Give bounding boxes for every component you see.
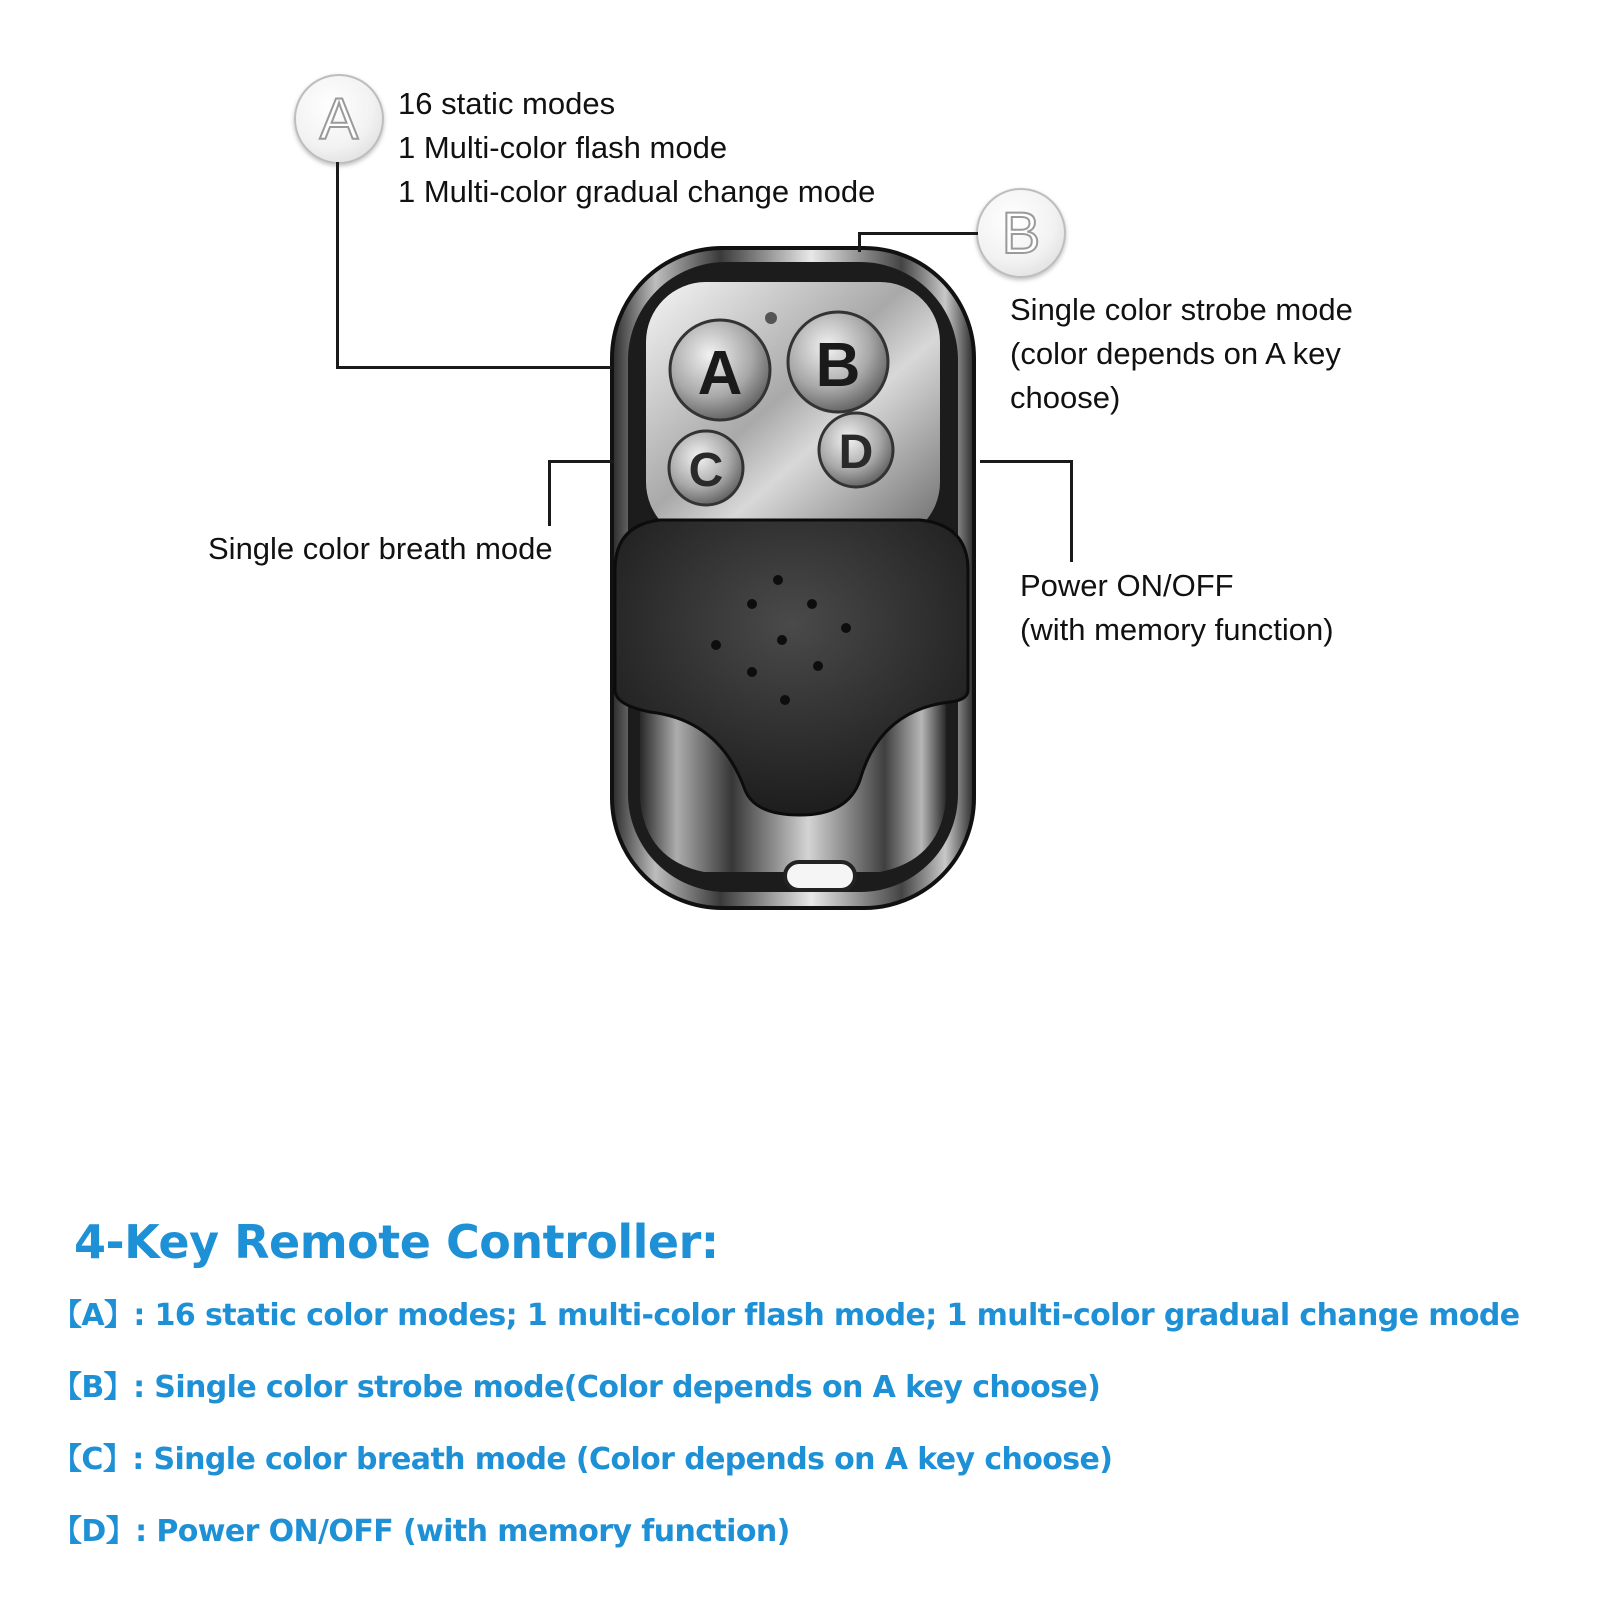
callout-a-line-horizontal [336,366,612,369]
button-b [788,312,888,412]
callout-b-line-horizontal [858,232,978,235]
callout-a-text [398,82,875,214]
callout-b-line-2: (color depends on A key [1010,336,1341,371]
key-c-description: 【C】: Single color breath mode (Color depends on A key choose) [52,1442,1113,1477]
callout-d-line-2: (with memory function) [1020,612,1334,647]
callout-d-text [1020,564,1334,652]
callout-d-line-horizontal [980,460,1072,463]
key-a-description: 【A】: 16 static color modes; 1 multi-color flash mode; 1 multi-color gradual change mode [52,1298,1520,1333]
callout-b-line-vertical [858,232,861,252]
button-d-label: D [838,426,874,479]
callout-c-line-vertical [548,460,551,526]
key-b-badge: B [976,188,1066,278]
callout-c-line-1: Single color breath mode [208,531,553,566]
button-c-label: C [688,444,724,497]
button-a [670,320,770,420]
callout-c-text [208,527,553,571]
callout-b-line-3: choose) [1010,380,1121,415]
callout-a-line-1: 16 static modes [398,86,616,121]
key-a-badge: A [294,74,384,164]
callout-a-line-3: 1 Multi-color gradual change mode [398,174,876,209]
key-b-description: 【B】: Single color strobe mode(Color depends on A key choose) [52,1370,1101,1405]
section-title: 4-Key Remote Controller: [74,1215,719,1269]
button-a-label: A [697,339,743,408]
key-d-description: 【D】: Power ON/OFF (with memory function) [52,1514,790,1549]
callout-d-line-1: Power ON/OFF [1020,568,1234,603]
callout-b-text [1010,288,1353,420]
button-c [669,431,743,505]
button-d [819,413,893,487]
callout-a-line-2: 1 Multi-color flash mode [398,130,728,165]
callout-a-line-vertical [336,162,339,368]
callout-c-line-horizontal [548,460,614,463]
callout-d-line-vertical [1070,460,1073,562]
callout-b-line-1: Single color strobe mode [1010,292,1353,327]
button-b-label: B [815,331,861,400]
